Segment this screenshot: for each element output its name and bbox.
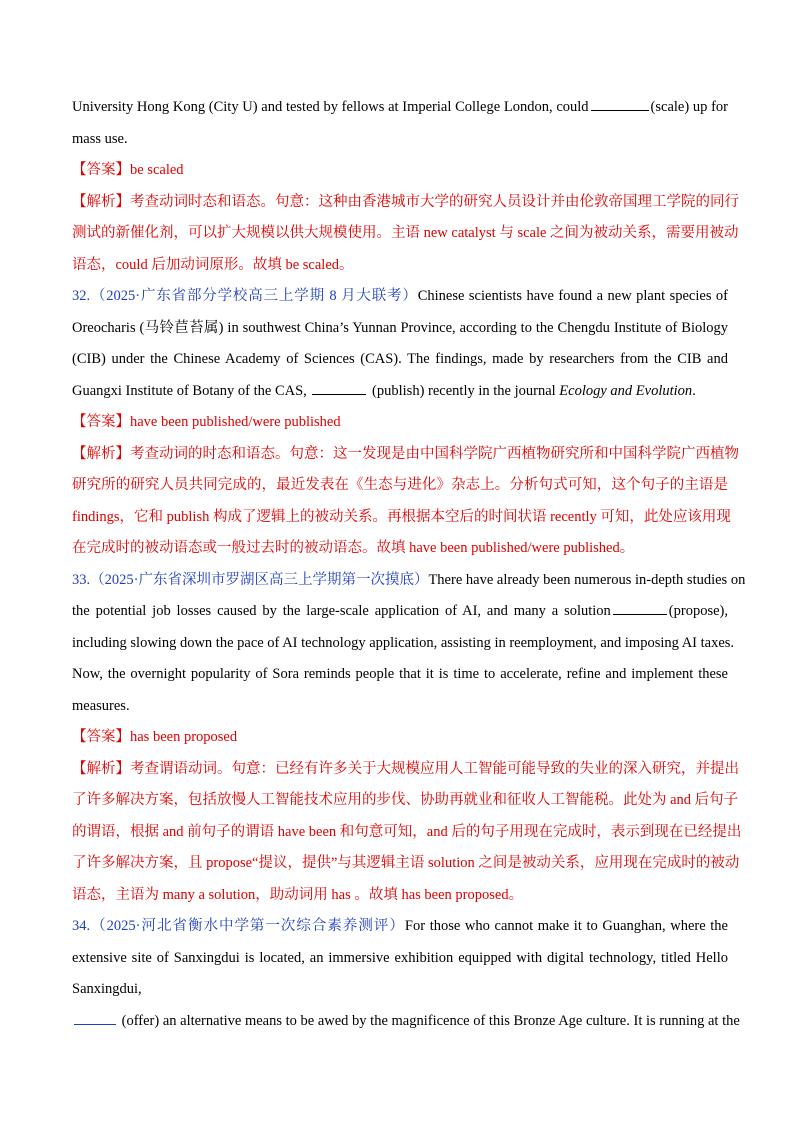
- q33-text: (propose),: [668, 603, 728, 619]
- q32-analysis-2: [72, 470, 728, 502]
- q33-analysis-4: [72, 848, 740, 880]
- q34-line-4: [72, 1006, 740, 1038]
- q31-analysis-1: [72, 187, 739, 219]
- q33-blank[interactable]: [613, 613, 667, 615]
- q33-answer: [72, 722, 728, 754]
- analysis-text: 测试的新催化剂，可以扩大规模以供大规模使用。主语 new catalyst 与 scale 之间为被动关系，需要用被动: [72, 225, 739, 241]
- analysis-text: 了许多解决方案，且 propose“提议，提供”与其逻辑主语 solution 之间是被动关系，应用现在完成时的被动: [72, 855, 740, 871]
- q31-line-2: [72, 124, 728, 156]
- q34-text: extensive site of Sanxingdui is located, an immersive exhibition equipped with digital technology, titled Hello: [72, 949, 728, 966]
- question-source: （2025·河北省衡水中学第一次综合素养测评）: [90, 918, 405, 934]
- q33-number-source: [72, 572, 428, 588]
- q31-text: mass use.: [72, 130, 128, 147]
- q31-text: University Hong Kong (City U) and tested by fellows at Imperial College London, could: [72, 99, 589, 115]
- q32-analysis-4: [72, 533, 728, 565]
- q32-analysis-1: [72, 439, 739, 471]
- analysis-text: 考查动词的时态和语态。句意：这一发现是由中国科学院广西植物研究所和中国科学院广西植物: [130, 445, 739, 462]
- q34-line-3: [72, 974, 728, 1006]
- q34-text: (offer) an alternative means to be awed by the magnificence of this Bronze Age culture. It is running at the: [121, 1012, 740, 1029]
- q33-text: There have already been numerous in-depth studies on: [428, 571, 746, 588]
- q32-line-2: [72, 313, 728, 345]
- analysis-text: 考查谓语动词。句意：已经有许多关于大规模应用人工智能可能导致的失业的深入研究，并提出: [130, 760, 739, 777]
- q33-line-4: [72, 659, 728, 691]
- journal-name: Ecology and Evolution: [559, 382, 693, 399]
- q34-number-source: [72, 918, 405, 934]
- q32-text: (CIB) under the Chinese Academy of Sciences (CAS). The findings, made by researchers from the CIB and: [72, 351, 728, 367]
- question-number: 33.: [72, 571, 91, 588]
- q33-line-5: [72, 691, 728, 723]
- question-number: 34.: [72, 918, 91, 934]
- q33-line-2: [72, 596, 728, 628]
- answer-tag: 【答案】: [72, 729, 130, 745]
- answer-text: have been published/were published: [130, 414, 341, 430]
- answer-text: be scaled: [130, 162, 184, 178]
- q33-text: Now, the overnight popularity of Sora reminds people that it is time to accelerate, refine and implement these: [72, 666, 728, 682]
- q34-text: Sanxingdui,: [72, 981, 142, 997]
- q32-analysis-3: [72, 502, 731, 534]
- q33-analysis-5: [72, 880, 728, 912]
- analysis-tag: 【解析】: [72, 445, 130, 462]
- question-source: （2025·广东省部分学校高三上学期 8 月大联考）: [90, 288, 418, 304]
- analysis-text: 语态，could 后加动词原形。故填 be scaled。: [72, 256, 354, 273]
- q33-analysis-1: [72, 754, 739, 786]
- q31-blank[interactable]: [591, 109, 649, 111]
- document-page: [72, 92, 746, 1037]
- q34-text: For those who cannot make it to Guanghan, where the: [404, 918, 728, 934]
- answer-tag: 【答案】: [72, 414, 130, 430]
- q32-line-4: [72, 376, 728, 408]
- analysis-tag: 【解析】: [72, 193, 130, 210]
- q32-text: Guangxi Institute of Botany of the CAS,: [72, 382, 307, 399]
- q32-text: Oreocharis (马铃苣苔属) in southwest China’s Yunnan Province, according to the Chengdu Institute of Biology: [72, 319, 728, 336]
- q32-text: (publish) recently in the journal: [372, 382, 556, 399]
- q31-answer: [72, 155, 728, 187]
- q31-line-1: [72, 92, 728, 124]
- analysis-text: 语态，主语为 many a solution，助动词用 has 。故填 has been proposed。: [72, 886, 524, 903]
- q31-text: (scale) up for: [650, 99, 728, 115]
- q32-answer: [72, 407, 728, 439]
- q33-analysis-3: [72, 817, 742, 849]
- q33-text: measures.: [72, 697, 130, 714]
- q31-analysis-2: [72, 218, 739, 250]
- q33-analysis-2: [72, 785, 739, 817]
- q33-text: the potential job losses caused by the large-scale application of AI, and many a solution: [72, 603, 611, 619]
- q32-number-source: [72, 288, 418, 304]
- question-number: 32.: [72, 288, 91, 304]
- analysis-tag: 【解析】: [72, 760, 130, 777]
- analysis-text: findings，它和 publish 构成了逻辑上的被动关系。再根据本空后的时间状语 recently 可知，此处应该用现: [72, 508, 731, 525]
- q32-text: .: [692, 382, 696, 399]
- q32-blank[interactable]: [312, 393, 366, 395]
- question-source: （2025·广东省深圳市罗湖区高三上学期第一次摸底）: [90, 571, 429, 588]
- q32-line-1: [72, 281, 728, 313]
- q34-blank[interactable]: [74, 1023, 116, 1025]
- q31-analysis-3: [72, 250, 728, 282]
- analysis-text: 的谓语，根据 and 前句子的谓语 have been 和句意可知，and 后的句子用现在完成时，表示到现在已经提出: [72, 823, 742, 840]
- answer-text: has been proposed: [130, 729, 238, 745]
- q34-line-1: [72, 911, 728, 943]
- q33-line-3: [72, 628, 735, 660]
- analysis-text: 研究所的研究人员共同完成的，最近发表在《生态与进化》杂志上。分析句式可知，这个句子的主语是: [72, 477, 728, 493]
- analysis-text: 在完成时的被动语态或一般过去时的被动语态。故填 have been published/were published。: [72, 540, 635, 556]
- analysis-text: 考查动词时态和语态。句意：这种由香港城市大学的研究人员设计并由伦敦帝国理工学院的同行: [130, 193, 739, 210]
- q34-line-2: [72, 943, 728, 975]
- q32-text: Chinese scientists have found a new plant species of: [417, 288, 728, 304]
- answer-tag: 【答案】: [72, 162, 130, 178]
- analysis-text: 了许多解决方案，包括放慢人工智能技术应用的步伐、协助再就业和征收人工智能税。此处为 and 后句子: [72, 792, 739, 808]
- q32-line-3: [72, 344, 728, 376]
- q33-text: including slowing down the pace of AI technology application, assisting in reemployment, and imposing AI taxes.: [72, 634, 735, 651]
- q33-line-1: [72, 565, 746, 597]
